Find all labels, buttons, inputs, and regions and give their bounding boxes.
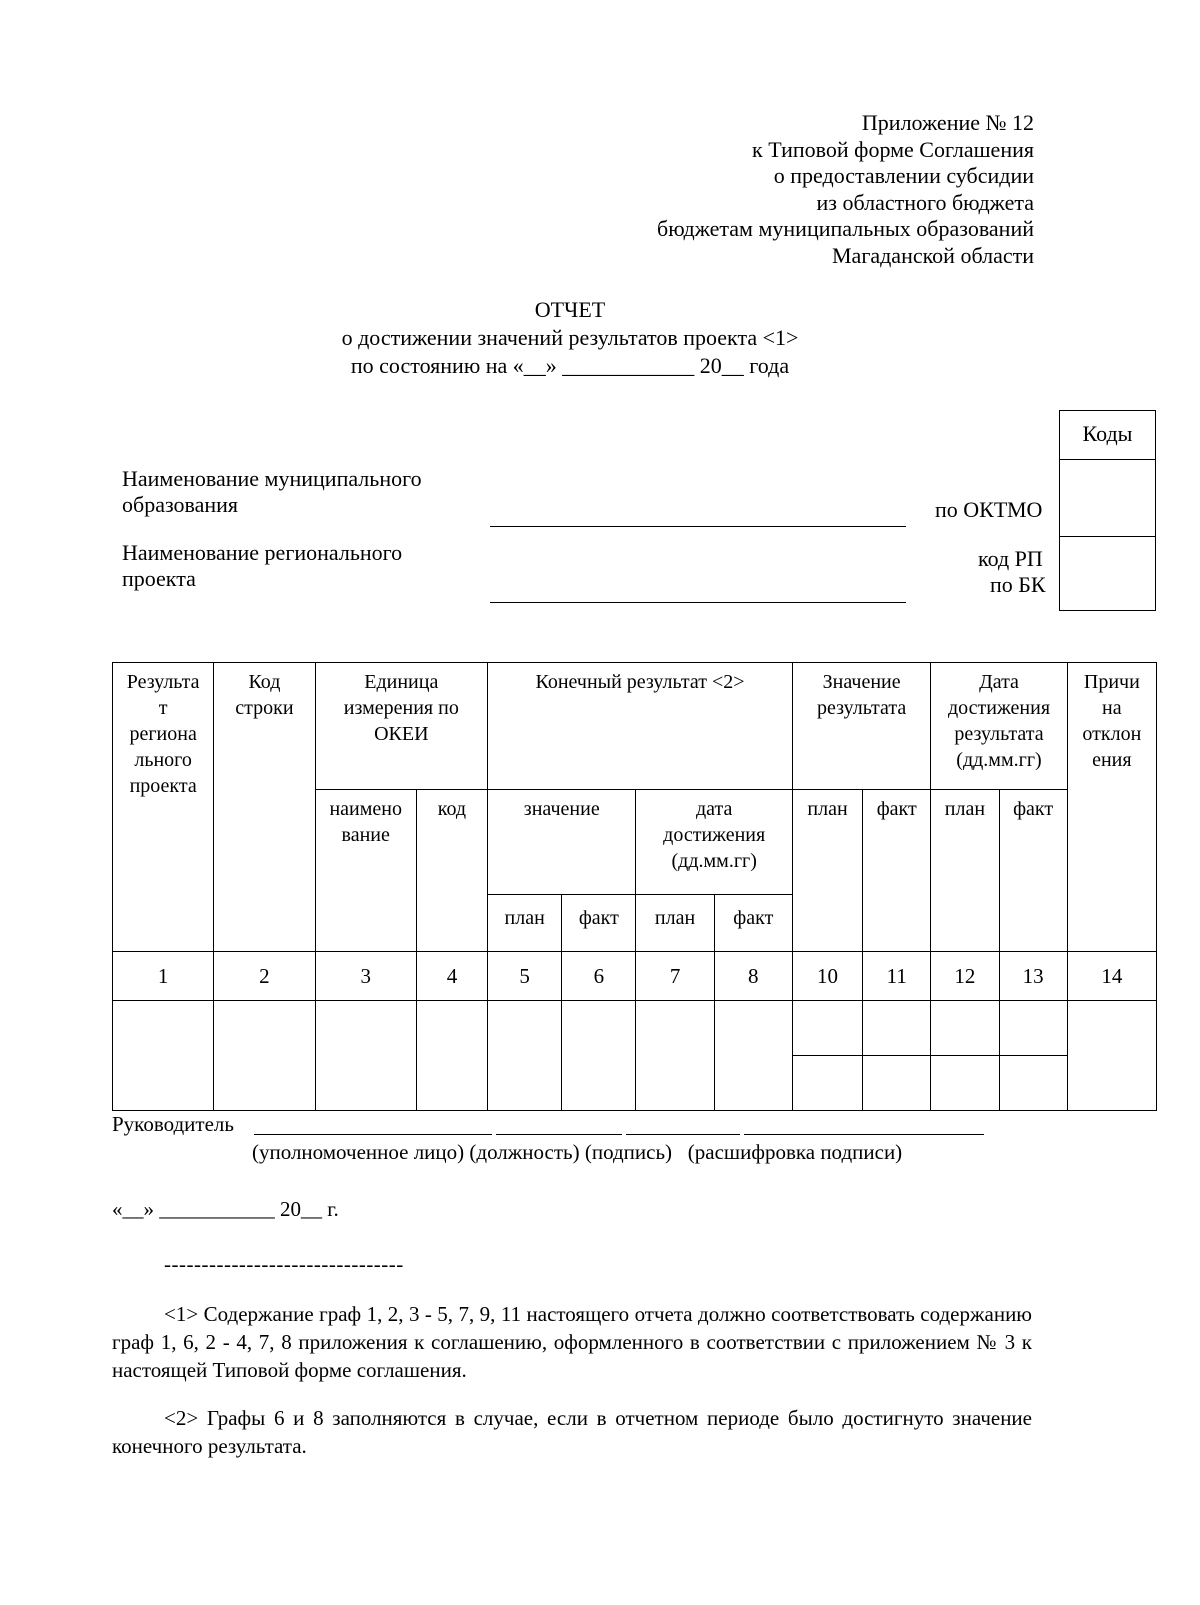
header-text: льного <box>134 749 192 771</box>
signature-date: «__» ___________ 20__ г. <box>112 1197 339 1221</box>
project-label-2: проекта <box>122 566 196 591</box>
header-text: достижения <box>663 824 766 846</box>
column-number: 14 <box>1067 952 1156 1001</box>
header-text: строки <box>235 697 294 719</box>
header-text: на <box>1102 697 1122 719</box>
project-label-1: Наименование регионального <box>122 540 403 565</box>
header-text: регионa <box>129 723 197 745</box>
municipality-label-2: образования <box>122 492 239 517</box>
header-result-value <box>792 663 930 790</box>
header-text: результата <box>954 723 1044 745</box>
subheader-final-date-plan: план <box>636 895 714 952</box>
report-title <box>0 296 1140 380</box>
signature-label: Руководитель <box>112 1112 234 1136</box>
header-deviation-reason <box>1067 663 1156 952</box>
header-text: дата <box>695 798 733 820</box>
header-text: проекта <box>129 775 197 797</box>
column-number: 3 <box>315 952 416 1001</box>
header-text: ОКЕИ <box>374 723 429 745</box>
data-cell[interactable] <box>416 1001 487 1111</box>
data-cell[interactable] <box>488 1001 562 1111</box>
column-number: 12 <box>931 952 999 1001</box>
appendix-line: Приложение № 12 <box>861 110 1034 135</box>
subheader-value-plan: план <box>792 790 862 952</box>
subheader-final-value-fact: факт <box>562 895 636 952</box>
header-row-code <box>214 663 315 952</box>
subheader-unit-code: код <box>416 790 487 952</box>
header-unit <box>315 663 487 790</box>
header-text: результата <box>816 697 907 719</box>
column-number: 8 <box>714 952 792 1001</box>
data-cell[interactable] <box>999 1056 1067 1111</box>
signature-line-decipher[interactable] <box>744 1134 984 1135</box>
appendix-header <box>657 110 1034 269</box>
column-number: 7 <box>636 952 714 1001</box>
column-number: 1 <box>113 952 214 1001</box>
column-number: 4 <box>416 952 487 1001</box>
data-cell[interactable] <box>214 1001 315 1111</box>
bk-label: по БК <box>990 572 1046 597</box>
appendix-line: из областного бюджета <box>816 189 1034 215</box>
header-text: ения <box>1092 749 1132 771</box>
column-number: 2 <box>214 952 315 1001</box>
column-number: 11 <box>863 952 931 1001</box>
signature-line-sign[interactable] <box>626 1134 740 1135</box>
header-text: отклон <box>1082 723 1142 745</box>
subheader-value-fact: факт <box>863 790 931 952</box>
data-cell[interactable] <box>562 1001 636 1111</box>
footnote-1: <1> Содержание граф 1, 2, 3 - 5, 7, 9, 11 настоящего отчета должно соответствовать содержанию граф 1, 6, 2 - 4, 7, 8 приложения к соглашению, оформленного в соответствии с приложением № 3 к настоящей Типовой форме соглашения. <box>112 1302 1032 1382</box>
header-text: Код <box>248 671 281 693</box>
signature-line-position[interactable] <box>496 1134 622 1135</box>
subheader-unit-name <box>315 790 416 952</box>
title-line-1: ОТЧЕТ <box>534 297 606 322</box>
column-number: 5 <box>488 952 562 1001</box>
data-cell[interactable] <box>714 1001 792 1111</box>
signature-caption: (уполномоченное лицо) (должность) (подпись) (расшифровка подписи) <box>252 1140 903 1164</box>
oktmo-code-cell[interactable] <box>1060 460 1155 537</box>
header-text: Значение <box>822 671 901 693</box>
data-cell[interactable] <box>315 1001 416 1111</box>
codes-box <box>1059 410 1156 611</box>
codes-header: Коды <box>1060 411 1155 460</box>
data-cell[interactable] <box>792 1001 862 1056</box>
header-text: Дата <box>979 671 1019 693</box>
header-text: (дд.мм.гг) <box>671 850 757 872</box>
appendix-line: Магаданской области <box>832 242 1034 268</box>
signature-line-person[interactable] <box>254 1134 492 1135</box>
header-text: т <box>158 697 168 719</box>
data-cell[interactable] <box>1067 1001 1156 1111</box>
footnote-2: <2> Графы 6 и 8 заполняются в случае, если в отчетном периоде было достигнуто значение конечного результата. <box>112 1406 1032 1458</box>
subheader-date <box>636 790 792 895</box>
data-cell[interactable] <box>863 1001 931 1056</box>
municipality-label-1: Наименование муниципального <box>122 466 422 491</box>
appendix-line: к Типовой форме Соглашения <box>752 136 1034 162</box>
subheader-date-fact: факт <box>999 790 1067 952</box>
footnote-separator: -------------------------------- <box>164 1252 404 1276</box>
data-cell[interactable] <box>636 1001 714 1111</box>
column-number: 13 <box>999 952 1067 1001</box>
data-cell[interactable] <box>931 1056 999 1111</box>
project-name-line[interactable] <box>490 602 906 603</box>
column-number: 10 <box>792 952 862 1001</box>
title-line-3: по состоянию на «__» ____________ 20__ года <box>350 353 790 378</box>
header-text: Единица <box>364 671 439 693</box>
data-cell[interactable] <box>931 1001 999 1056</box>
header-text: вание <box>341 824 390 846</box>
subheader-final-value-plan: план <box>488 895 562 952</box>
data-cell[interactable] <box>792 1056 862 1111</box>
header-text: Причи <box>1083 671 1140 693</box>
subheader-date-plan: план <box>931 790 999 952</box>
appendix-line: бюджетам муниципальных образований <box>657 216 1034 241</box>
header-result <box>113 663 214 952</box>
rp-code-label: код РП <box>978 546 1043 571</box>
column-number: 6 <box>562 952 636 1001</box>
data-cell[interactable] <box>999 1001 1067 1056</box>
header-achievement-date <box>931 663 1067 790</box>
municipality-name-line[interactable] <box>490 526 906 527</box>
appendix-line: о предоставлении субсидии <box>773 163 1034 188</box>
oktmo-label: по ОКТМО <box>935 497 1043 522</box>
header-text: достижения <box>947 697 1051 719</box>
data-cell[interactable] <box>863 1056 931 1111</box>
title-line-2: о достижении значений результатов проекта <1> <box>341 325 799 350</box>
results-table <box>112 662 1157 1111</box>
header-final-result: Конечный результат <2> <box>488 663 793 790</box>
subheader-value: значение <box>488 790 636 895</box>
header-text: измерения по <box>343 697 459 719</box>
data-cell[interactable] <box>113 1001 214 1111</box>
header-text: (дд.мм.гг) <box>956 749 1042 771</box>
subheader-final-date-fact: факт <box>714 895 792 952</box>
header-text: Результа <box>126 671 200 693</box>
header-text: наимено <box>329 798 402 820</box>
